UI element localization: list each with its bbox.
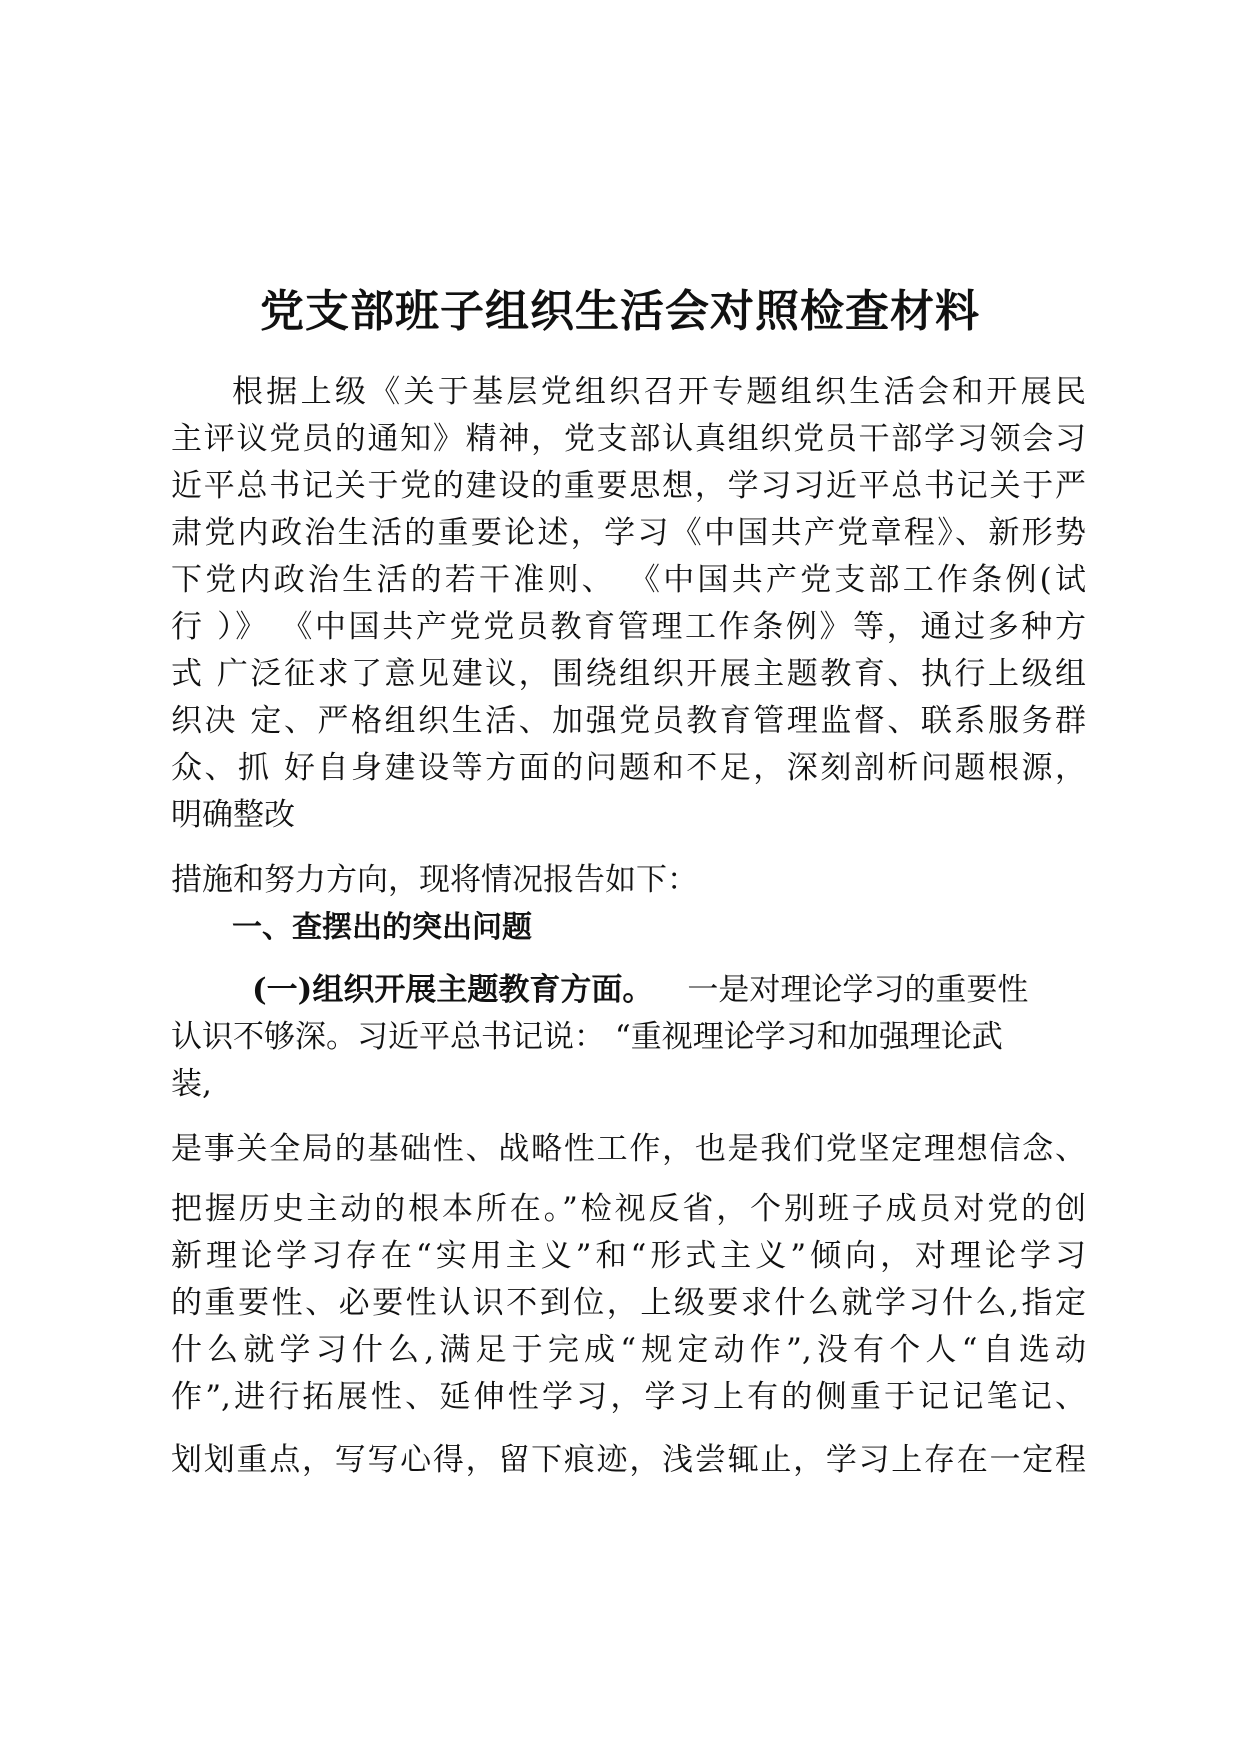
subsection-label: (一)组织开展主题教育方面。 <box>252 972 654 1008</box>
body-line: 划划重点，写写心得，留下痕迹，浅尝辄止，学习上存在一定程 <box>171 1442 1086 1478</box>
intro-line: 众、抓 好自身建设等方面的问题和不足，深刻剖析问题根源， <box>171 750 1086 786</box>
body-line: 认识不够深。习近平总书记说： “重视理论学习和加强理论武 <box>171 1019 1003 1055</box>
body-line: 什么就学习什么,满足于完成“规定动作”,没有个人“自选动 <box>171 1332 1086 1368</box>
intro-line: 明确整改 <box>171 797 295 833</box>
intro-line: 肃党内政治生活的重要论述，学习《中国共产党章程》、新形势 <box>171 515 1086 551</box>
intro-line: 行 ）》 《中国共产党党员教育管理工作条例》等，通过多种方 <box>171 609 1086 645</box>
body-line: 的重要性、必要性认识不到位，上级要求什么就学习什么,指定 <box>171 1285 1086 1321</box>
intro-line: 下党内政治生活的若干准则、 《中国共产党支部工作条例(试 <box>171 562 1086 598</box>
subsection-first-line <box>252 970 1086 1010</box>
body-line: 装, <box>171 1066 212 1102</box>
intro-line: 织决 定、严格组织生活、加强党员教育管理监督、联系服务群 <box>171 703 1086 739</box>
intro-line: 根据上级《关于基层党组织召开专题组织生活会和开展民 <box>232 374 1086 410</box>
intro-line: 措施和努力方向，现将情况报告如下： <box>171 862 698 898</box>
intro-line: 式 广泛征求了意见建议，围绕组织开展主题教育、执行上级组 <box>171 656 1086 692</box>
intro-line: 主评议党员的通知》精神，党支部认真组织党员干部学习领会习 <box>171 421 1086 457</box>
body-line: 把握历史主动的根本所在。”检视反省，个别班子成员对党的创 <box>171 1191 1086 1227</box>
section-heading: 一、查摆出的突出问题 <box>232 910 532 945</box>
document-title: 党支部班子组织生活会对照检查材料 <box>260 286 980 337</box>
body-line: 是事关全局的基础性、战略性工作，也是我们党坚定理想信念、 <box>171 1131 1086 1167</box>
intro-line: 近平总书记关于党的建设的重要思想，学习习近平总书记关于严 <box>171 468 1086 504</box>
body-line: 新理论学习存在“实用主义”和“形式主义”倾向，对理论学习 <box>171 1238 1086 1274</box>
body-line: 作”,进行拓展性、延伸性学习，学习上有的侧重于记记笔记、 <box>171 1379 1086 1415</box>
subsection-first-line-text: 一是对理论学习的重要性 <box>687 972 1029 1008</box>
